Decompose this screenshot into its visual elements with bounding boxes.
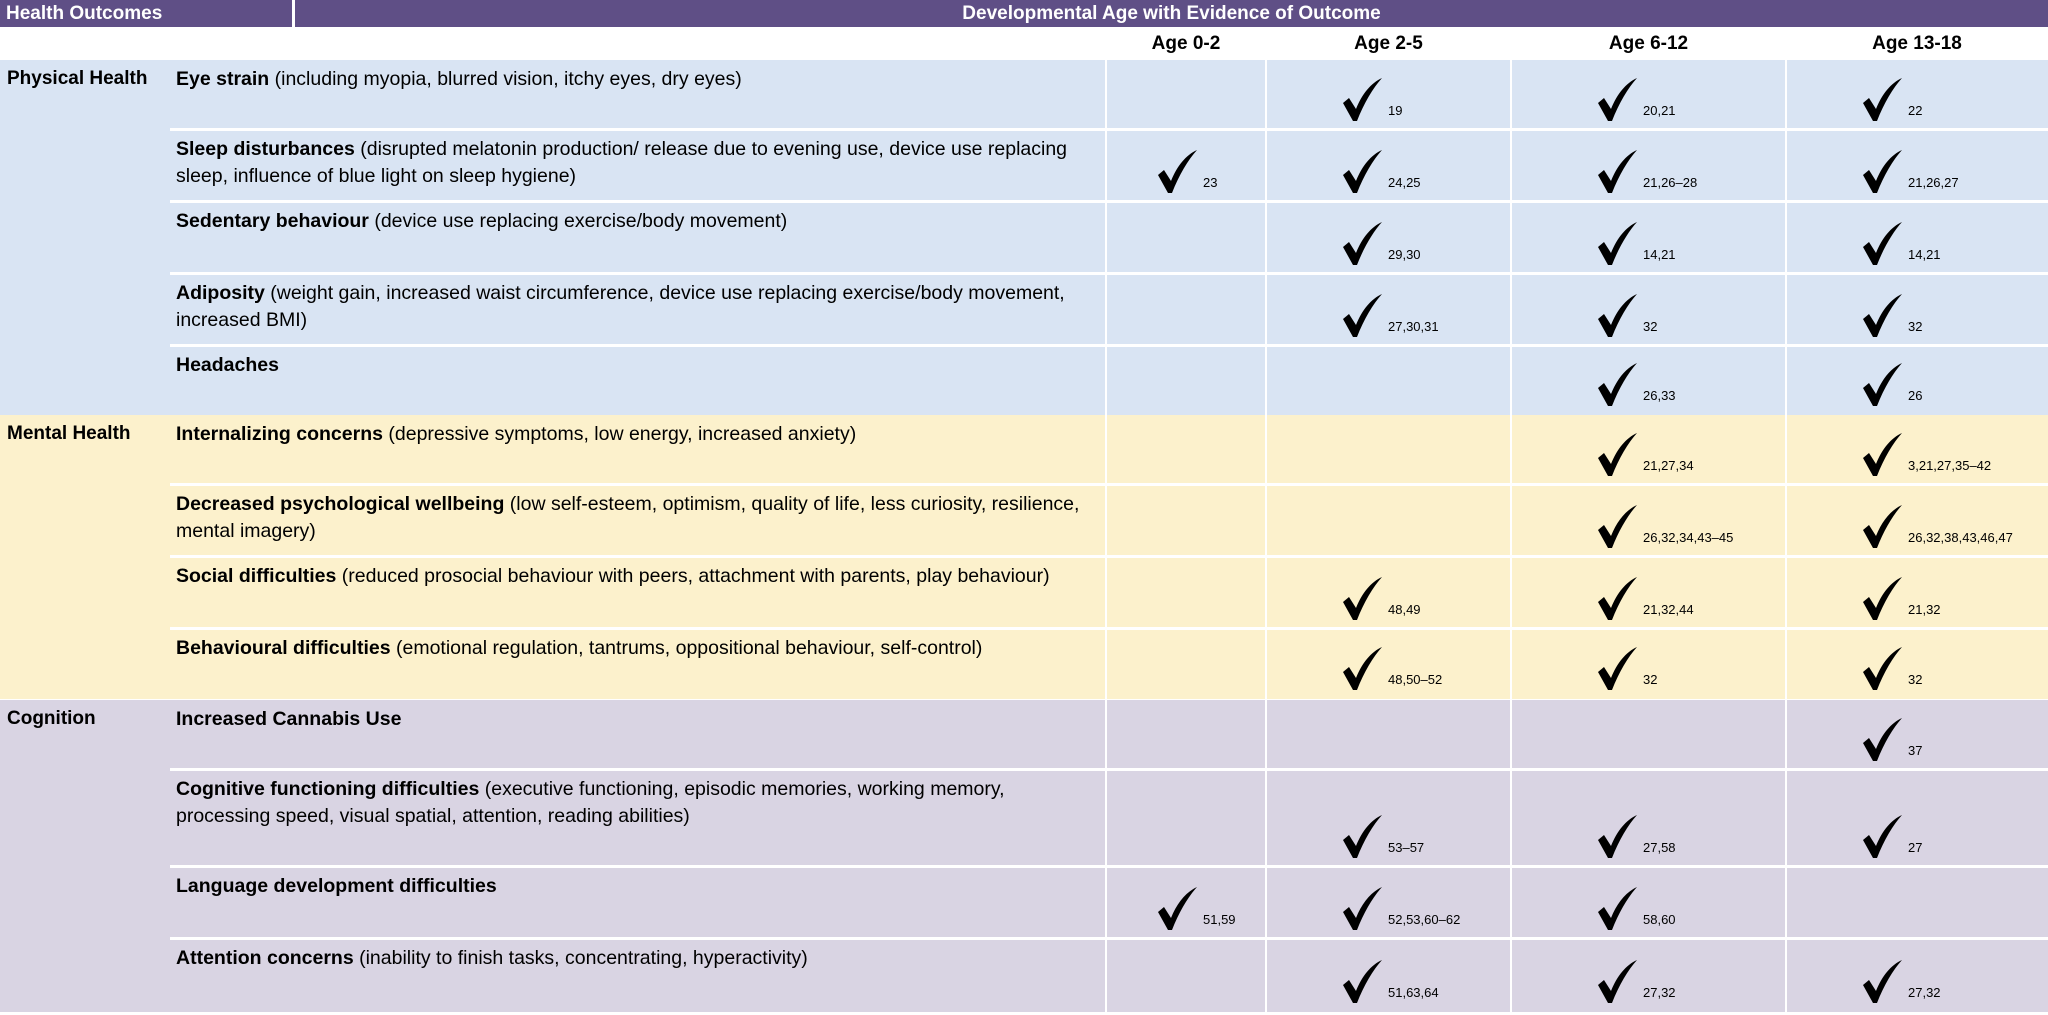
check-mark-icon	[1340, 645, 1384, 693]
table-row	[0, 629, 2048, 699]
outcome-description	[170, 415, 1106, 485]
reference-numbers: 27,32	[1643, 985, 1676, 1000]
age-header-0-2: Age 0-2	[1151, 33, 1221, 54]
check-mark-icon	[1155, 885, 1199, 933]
outcome-description	[170, 557, 1106, 629]
check-mark-icon	[1595, 431, 1639, 479]
outcome-detail: (device use replacing exercise/body movement)	[368, 210, 788, 232]
check-mark-icon	[1595, 813, 1639, 861]
check-mark-icon	[1595, 503, 1639, 551]
reference-numbers: 21,32	[1908, 602, 1941, 617]
row-divider	[170, 128, 2048, 131]
table-row	[0, 485, 2048, 557]
outcome-title: Attention concerns	[176, 947, 354, 969]
outcome-title: Sleep disturbances	[176, 138, 355, 160]
section-mental-health	[0, 415, 2048, 699]
reference-numbers: 19	[1388, 103, 1403, 118]
check-mark-icon	[1860, 76, 1904, 124]
reference-numbers: 58,60	[1643, 912, 1676, 927]
outcome-detail: (reduced prosocial behaviour with peers, attachment with parents, play behaviour)	[336, 565, 1050, 587]
evidence-check	[1595, 148, 1697, 196]
reference-numbers: 32	[1643, 319, 1658, 334]
section-cognition	[0, 700, 2048, 1012]
evidence-check	[1340, 292, 1439, 340]
table-row	[0, 770, 2048, 867]
check-mark-icon	[1595, 148, 1639, 196]
check-mark-icon	[1595, 645, 1639, 693]
outcome-title: Language development difficulties	[176, 875, 497, 897]
reference-numbers: 26,33	[1643, 388, 1676, 403]
reference-numbers: 52,53,60–62	[1388, 912, 1461, 927]
check-mark-icon	[1595, 575, 1639, 623]
outcome-title: Cognitive functioning difficulties	[176, 778, 480, 800]
reference-numbers: 27	[1908, 840, 1923, 855]
evidence-check	[1595, 645, 1657, 693]
reference-numbers: 23	[1203, 175, 1218, 190]
reference-numbers: 37	[1908, 743, 1923, 758]
row-divider	[170, 555, 2048, 558]
reference-numbers: 27,32	[1908, 985, 1941, 1000]
evidence-check	[1860, 361, 1922, 409]
outcome-title: Increased Cannabis Use	[176, 708, 402, 730]
reference-numbers: 14,21	[1643, 247, 1676, 262]
age-header-6-12: Age 6-12	[1608, 33, 1689, 54]
evidence-check	[1595, 885, 1676, 933]
outcome-description	[170, 130, 1106, 202]
evidence-check	[1340, 645, 1442, 693]
outcome-title: Sedentary behaviour	[176, 210, 369, 232]
reference-numbers: 3,21,27,35–42	[1908, 458, 1992, 473]
evidence-check	[1860, 292, 1922, 340]
evidence-check	[1860, 645, 1922, 693]
evidence-check	[1595, 292, 1657, 340]
reference-numbers: 14,21	[1908, 247, 1941, 262]
reference-numbers: 29,30	[1388, 247, 1421, 262]
row-divider	[170, 865, 2048, 868]
outcome-title: Internalizing concerns	[176, 423, 383, 445]
reference-numbers: 21,32,44	[1643, 602, 1694, 617]
age-header-row	[0, 29, 2048, 58]
evidence-check	[1595, 361, 1676, 409]
outcome-description	[170, 346, 1106, 415]
outcome-title: Headaches	[176, 354, 279, 376]
table-row	[0, 415, 2048, 485]
check-mark-icon	[1860, 431, 1904, 479]
reference-numbers: 26,32,34,43–45	[1643, 530, 1734, 545]
evidence-check	[1340, 958, 1439, 1006]
outcome-description	[170, 770, 1106, 867]
reference-numbers: 21,26,27	[1908, 175, 1959, 190]
check-mark-icon	[1860, 220, 1904, 268]
check-mark-icon	[1340, 220, 1384, 268]
outcome-detail: (including myopia, blurred vision, itchy eyes, dry eyes)	[269, 68, 742, 90]
table-row	[0, 346, 2048, 415]
evidence-check	[1860, 431, 1991, 479]
check-mark-icon	[1860, 575, 1904, 623]
check-mark-icon	[1595, 220, 1639, 268]
reference-numbers: 53–57	[1388, 840, 1425, 855]
check-mark-icon	[1340, 813, 1384, 861]
table-row	[0, 60, 2048, 130]
check-mark-icon	[1595, 76, 1639, 124]
evidence-check	[1340, 813, 1424, 861]
evidence-check	[1340, 575, 1421, 623]
evidence-check	[1595, 575, 1694, 623]
check-mark-icon	[1340, 575, 1384, 623]
row-divider	[170, 344, 2048, 347]
evidence-check	[1155, 885, 1236, 933]
outcome-detail: (depressive symptoms, low energy, increased anxiety)	[382, 423, 857, 445]
outcome-title: Adiposity	[176, 282, 265, 304]
table-row	[0, 939, 2048, 1012]
outcome-description	[170, 60, 1106, 130]
outcome-description	[170, 700, 1106, 770]
reference-numbers: 51,63,64	[1388, 985, 1439, 1000]
outcome-description	[170, 274, 1106, 346]
table-row	[0, 700, 2048, 770]
reference-numbers: 48,49	[1388, 602, 1421, 617]
evidence-check	[1860, 716, 1922, 764]
outcome-title: Decreased psychological wellbeing	[176, 493, 505, 515]
evidence-check	[1340, 885, 1460, 933]
reference-numbers: 24,25	[1388, 175, 1421, 190]
check-mark-icon	[1595, 292, 1639, 340]
check-mark-icon	[1595, 958, 1639, 1006]
reference-numbers: 32	[1908, 319, 1923, 334]
evidence-check	[1860, 575, 1941, 623]
table-row	[0, 557, 2048, 629]
evidence-check	[1595, 958, 1676, 1006]
reference-numbers: 20,21	[1643, 103, 1676, 118]
outcome-detail: (executive functioning, episodic memories, working memory, processing speed, visual spatial, attention, reading abilities)	[176, 778, 1005, 827]
check-mark-icon	[1860, 958, 1904, 1006]
category-label: Cognition	[7, 708, 96, 729]
reference-numbers: 27,58	[1643, 840, 1676, 855]
check-mark-icon	[1860, 645, 1904, 693]
check-mark-icon	[1860, 148, 1904, 196]
row-divider	[170, 768, 2048, 771]
reference-numbers: 27,30,31	[1388, 319, 1439, 334]
outcome-detail: (emotional regulation, tantrums, oppositional behaviour, self-control)	[390, 637, 983, 659]
reference-numbers: 21,27,34	[1643, 458, 1694, 473]
evidence-check	[1860, 813, 1922, 861]
evidence-check	[1595, 503, 1733, 551]
evidence-check	[1860, 958, 1941, 1006]
evidence-check	[1595, 76, 1676, 124]
evidence-check	[1595, 431, 1694, 479]
reference-numbers: 21,26–28	[1643, 175, 1698, 190]
outcome-description	[170, 867, 1106, 939]
outcome-detail: (weight gain, increased waist circumference, device use replacing exercise/body movement, increased BMI)	[176, 282, 1065, 331]
check-mark-icon	[1340, 958, 1384, 1006]
evidence-check	[1340, 220, 1421, 268]
check-mark-icon	[1860, 813, 1904, 861]
reference-numbers: 26	[1908, 388, 1923, 403]
outcome-description	[170, 202, 1106, 274]
row-divider	[170, 483, 2048, 486]
outcome-title: Social difficulties	[176, 565, 337, 587]
table-row	[0, 130, 2048, 202]
table-row	[0, 202, 2048, 274]
check-mark-icon	[1595, 361, 1639, 409]
category-label: Mental Health	[7, 423, 131, 444]
row-divider	[170, 937, 2048, 940]
row-divider	[170, 200, 2048, 203]
outcome-description	[170, 485, 1106, 557]
evidence-check	[1860, 220, 1941, 268]
age-header-13-18: Age 13-18	[1872, 33, 1962, 54]
evidence-check	[1595, 813, 1676, 861]
check-mark-icon	[1860, 716, 1904, 764]
outcome-detail: (inability to finish tasks, concentrating, hyperactivity)	[353, 947, 808, 969]
row-divider	[170, 272, 2048, 275]
check-mark-icon	[1340, 885, 1384, 933]
outcome-title: Eye strain	[176, 68, 270, 90]
check-mark-icon	[1340, 76, 1384, 124]
header-health-outcomes: Health Outcomes	[0, 0, 292, 27]
reference-numbers: 26,32,38,43,46,47	[1908, 530, 2013, 545]
age-header-2-5: Age 2-5	[1354, 33, 1423, 54]
check-mark-icon	[1595, 885, 1639, 933]
evidence-check	[1340, 148, 1421, 196]
outcome-description	[170, 939, 1106, 1012]
category-label: Physical Health	[7, 68, 148, 89]
check-mark-icon	[1860, 292, 1904, 340]
evidence-check	[1860, 76, 1922, 124]
evidence-check	[1155, 148, 1217, 196]
check-mark-icon	[1340, 148, 1384, 196]
table-row	[0, 867, 2048, 939]
evidence-check	[1860, 148, 1959, 196]
row-divider	[170, 627, 2048, 630]
reference-numbers: 32	[1643, 672, 1658, 687]
reference-numbers: 51,59	[1203, 912, 1236, 927]
check-mark-icon	[1340, 292, 1384, 340]
reference-numbers: 22	[1908, 103, 1923, 118]
evidence-check	[1340, 76, 1402, 124]
section-physical-health	[0, 60, 2048, 415]
header-developmental-age: Developmental Age with Evidence of Outcome	[295, 0, 2048, 27]
check-mark-icon	[1155, 148, 1199, 196]
evidence-check	[1860, 503, 2013, 551]
outcome-detail: (low self-esteem, optimism, quality of life, less curiosity, resilience, mental imagery)	[176, 493, 1080, 542]
evidence-check	[1595, 220, 1676, 268]
check-mark-icon	[1860, 503, 1904, 551]
table-row	[0, 274, 2048, 346]
check-mark-icon	[1860, 361, 1904, 409]
outcome-title: Behavioural difficulties	[176, 637, 391, 659]
reference-numbers: 48,50–52	[1388, 672, 1443, 687]
outcome-detail: (disrupted melatonin production/ release due to evening use, device use replacing sleep, influence of blue light on sleep hygiene)	[176, 138, 1068, 187]
outcome-description	[170, 629, 1106, 699]
reference-numbers: 32	[1908, 672, 1923, 687]
